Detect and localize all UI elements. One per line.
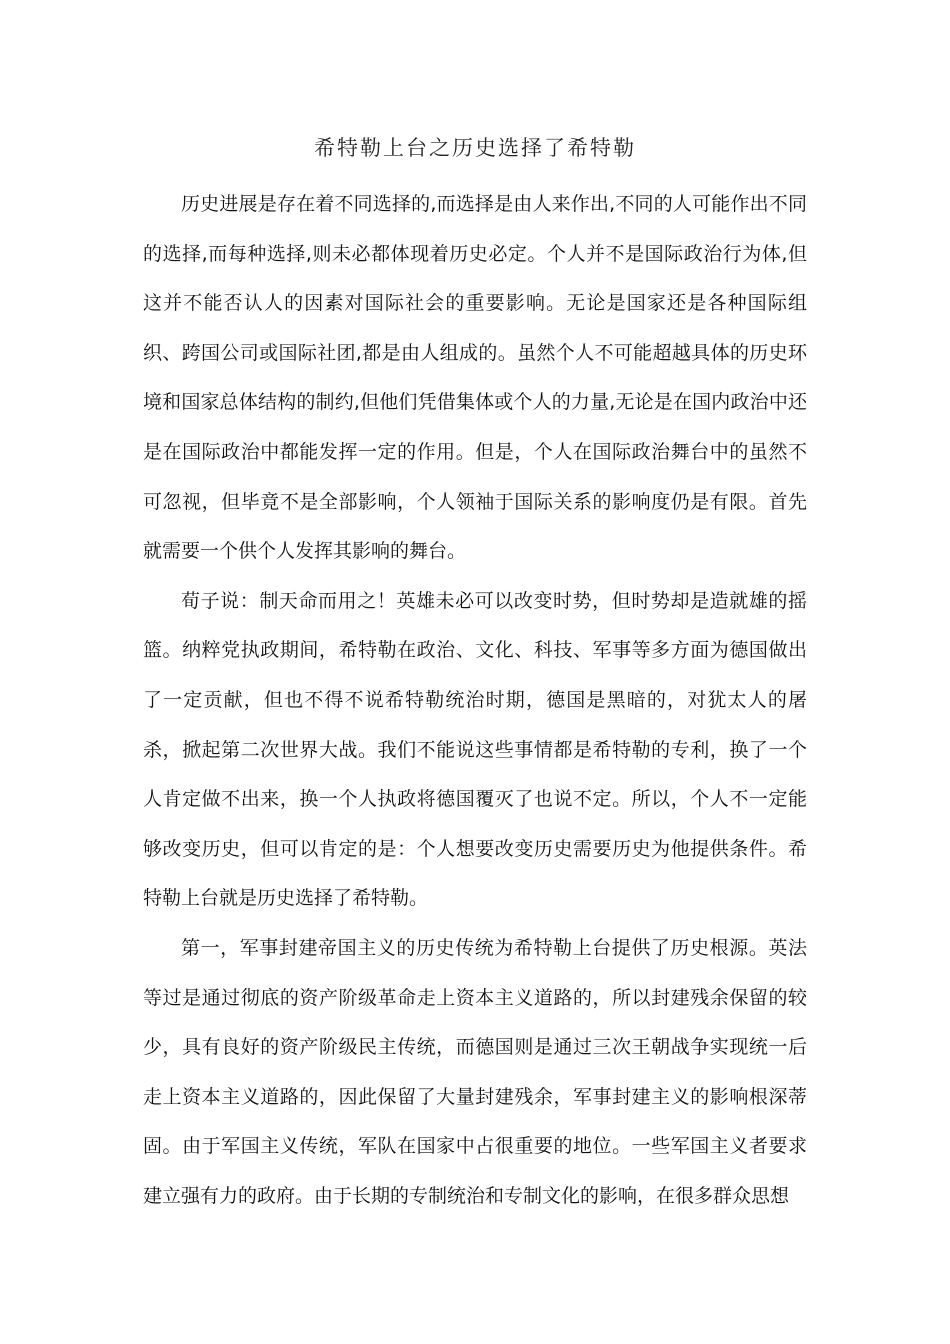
paragraph-1: 历史进展是存在着不同选择的,而选择是由人来作出,不同的人可能作出不同的选择,而每种选择,则未必都体现着历史必定。个人并不是国际政治行为体,但这并不能否认人的因素对国际社会的重要影响。无论是国家还是各种国际组织、跨国公司或国际社团,都是由人组成的。虽然个人不可能超越具体的历史环境和国家总体结构的制约,但他们凭借集体或个人的力量,无论是在国内政治中还是在国际政治中都能发挥一定的作用。但是，个人在国际政治舞台中的虽然不可忽视，但毕竟不是全部影响，个人领袖于国际关系的影响度仍是有限。首先就需要一个供个人发挥其影响的舞台。 bbox=[143, 193, 807, 563]
document-title: 希特勒上台之历史选择了希特勒 bbox=[314, 136, 636, 160]
document-body bbox=[143, 180, 807, 1221]
paragraph-3: 第一，军事封建帝国主义的历史传统为希特勒上台提供了历史根源。英法等过是通过彻底的资产阶级革命走上资本主义道路的，所以封建残余保留的较少，具有良好的资产阶级民主传统，而德国则是通过三次王朝战争实现统一后走上资本主义道路的，因此保留了大量封建残余，军事封建主义的影响根深蒂固。由于军国主义传统，军队在国家中占很重要的地位。一些军国主义者要求建立强有力的政府。由于长期的专制统治和专制文化的影响，在很多群众思想 bbox=[143, 936, 807, 1207]
paragraph-2: 荀子说：制天命而用之！英雄未必可以改变时势，但时势却是造就雄的摇篮。纳粹党执政期间，希特勒在政治、文化、科技、军事等多方面为德国做出了一定贡献，但也不得不说希特勒统治时期，德国是黑暗的，对犹太人的屠杀，掀起第二次世界大战。我们不能说这些事情都是希特勒的专利，换了一个人肯定做不出来，换一个人执政将德国覆灭了也说不定。所以，个人不一定能够改变历史，但可以肯定的是：个人想要改变历史需要历史为他提供条件。希特勒上台就是历史选择了希特勒。 bbox=[143, 589, 807, 910]
